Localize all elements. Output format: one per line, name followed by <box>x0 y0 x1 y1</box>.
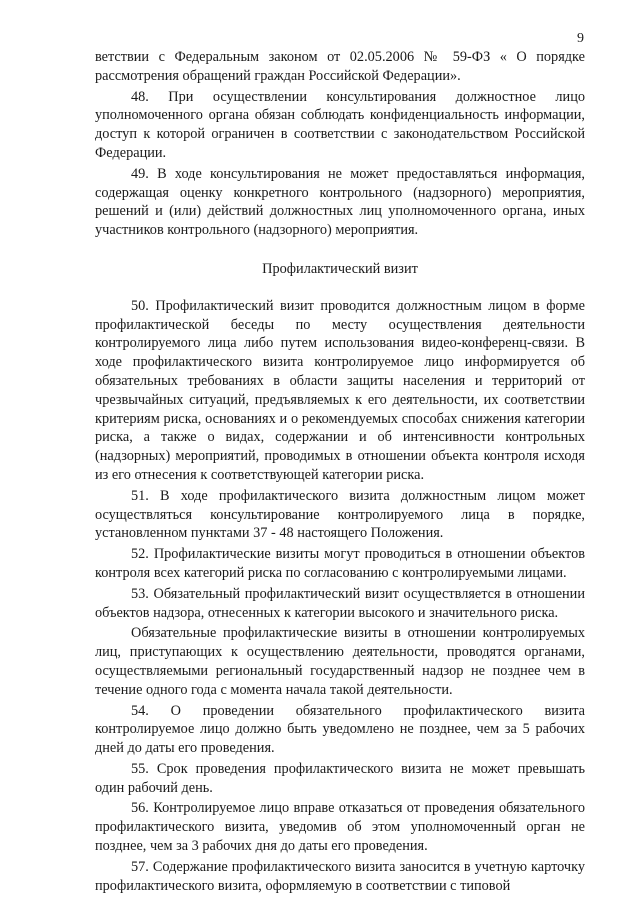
paragraph-49: 49. В ходе консультирования не может предоставляться информация, содержащая оценку конкретного контрольного (надзорного) мероприятия, решений и (или) действий должностных лиц уполномоченного органа, иных участников контрольного (надзорного) мероприятия. <box>95 165 585 239</box>
paragraph-55: 55. Срок проведения профилактического визита не может превышать один рабочий день. <box>95 760 585 796</box>
paragraph-50: 50. Профилактический визит проводится должностным лицом в форме профилактической беседы по месту осуществления деятельности контролируемого лица либо путем использования видео-конференц-связи. В ходе профилактического визита контролируемое лицо информируется об обязательных требованиях в области защиты населения и территорий от чрезвычайных ситуаций, предъявляемых к его деятельности, их соответствии критериям риска, основаниях и о рекомендуемых способах снижения категории риска, а также о видах, содержании и об интенсивности контрольных (надзорных) мероприятий, проводимых в отношении объекта контроля исходя из его отнесения к соответствующей категории риска. <box>95 297 585 483</box>
paragraph-51: 51. В ходе профилактического визита должностным лицом может осуществляться консультирование контролируемого лица в порядке, установленном пунктами 37 - 48 настоящего Положения. <box>95 487 585 542</box>
paragraph-52: 52. Профилактические визиты могут проводиться в отношении объектов контроля всех категорий риска по согласованию с контролируемыми лицами. <box>95 546 585 581</box>
section-heading: Профилактический визит <box>262 260 418 277</box>
paragraph-continuation: ветствии с Федеральным законом от 02.05.2006 № 59-ФЗ « О порядке рассмотрения обращений граждан Российской Федерации». <box>95 49 585 84</box>
paragraph-56: 56. Контролируемое лицо вправе отказаться от проведения обязательного профилактического визита, уведомив об этом уполномоченный орган не позднее, чем за 3 рабочих дня до даты его проведения. <box>95 800 585 855</box>
page-number: 9 <box>577 31 584 46</box>
paragraph-53: 53. Обязательный профилактический визит осуществляется в отношении объектов надзора, отнесенных к категории высокого и значительного риска. <box>95 585 585 621</box>
paragraph-54: 54. О проведении обязательного профилактического визита контролируемое лицо должно быть уведомлено не позднее, чем за 5 рабочих дней до даты его проведения. <box>95 702 585 757</box>
paragraph-53-continued: Обязательные профилактические визиты в отношении контролируемых лиц, приступающих к осуществлению деятельности, проводятся органами, осуществляемыми региональный государственный надзор не позднее чем в течение одного года с момента начала такой деятельности. <box>95 625 585 698</box>
page-body <box>95 48 585 895</box>
paragraph-57: 57. Содержание профилактического визита заносится в учетную карточку профилактического визита, оформляемую в соответствии с типовой <box>95 858 585 894</box>
paragraph-48: 48. При осуществлении консультирования должностное лицо уполномоченного органа обязан соблюдать конфиденциальность информации, доступ к которой ограничен в соответствии с законодательством Российской Федерации. <box>95 88 585 161</box>
